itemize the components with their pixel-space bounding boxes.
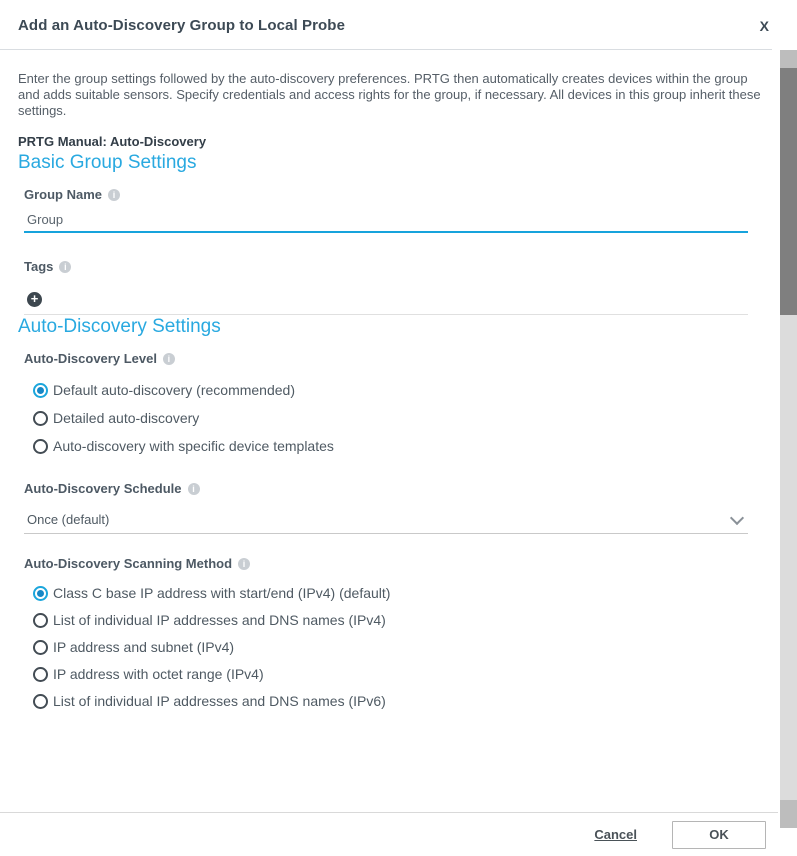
header-divider [0,49,772,50]
radio-option[interactable] [33,666,748,682]
radio-button[interactable] [33,613,48,628]
radio-option[interactable] [33,438,748,454]
dialog-body [0,71,797,709]
scanning-method-radio-group [33,585,748,709]
auto-discovery-schedule-select[interactable] [24,510,748,534]
intro-text: Enter the group settings followed by the auto-discovery preferences. PRTG then automatically creates devices within the group and adds suitable sensors. Specify credentials and access rights for the group, if necessary. All devices in this group inherit these settings. [18,71,761,118]
ok-button[interactable]: OK [672,821,766,849]
scrollbar-track-bottom[interactable] [780,800,797,828]
auto-discovery-schedule-field [24,481,748,534]
radio-button[interactable] [33,439,48,454]
radio-button[interactable] [33,411,48,426]
radio-option-label: IP address and subnet (IPv4) [53,639,235,655]
manual-link[interactable]: PRTG Manual: Auto-Discovery [18,134,207,149]
info-icon[interactable]: i [59,261,71,273]
radio-option-label: List of individual IP addresses and DNS names (IPv4) [53,612,386,628]
info-icon[interactable]: i [108,189,120,201]
scrollbar[interactable] [780,50,797,828]
section-heading-auto-discovery-settings: Auto-Discovery Settings [18,316,221,337]
auto-discovery-level-radio-group [33,382,748,454]
schedule-selected-value: Once (default) [27,512,110,527]
auto-discovery-level-field [24,351,748,454]
chevron-down-icon [730,510,744,524]
auto-discovery-level-label: Auto-Discovery Level [24,351,157,366]
radio-option[interactable] [33,382,748,398]
info-icon[interactable]: i [163,353,175,365]
group-name-field [24,187,748,233]
radio-option[interactable] [33,693,748,709]
radio-option-label: List of individual IP addresses and DNS names (IPv6) [53,693,386,709]
group-name-input[interactable] [24,210,748,233]
radio-button-selected[interactable] [33,586,48,601]
auto-discovery-scanning-method-field [24,556,748,709]
cancel-button[interactable]: Cancel [594,827,637,842]
auto-discovery-scanning-method-label: Auto-Discovery Scanning Method [24,556,233,571]
radio-button[interactable] [33,640,48,655]
add-tag-icon[interactable]: + [27,292,42,307]
radio-option-label: Detailed auto-discovery [53,410,200,426]
info-icon[interactable]: i [238,558,250,570]
tags-field [24,259,748,315]
auto-discovery-schedule-label: Auto-Discovery Schedule [24,481,182,496]
scrollbar-thumb[interactable] [780,68,797,315]
radio-button[interactable] [33,667,48,682]
radio-option-label: Auto-discovery with specific device templates [53,438,334,454]
dialog-title: Add an Auto-Discovery Group to Local Probe [18,17,346,34]
radio-option[interactable] [33,612,748,628]
radio-option[interactable] [33,639,748,655]
scrollbar-track-top[interactable] [780,50,797,68]
radio-option[interactable] [33,585,748,601]
radio-option-label: IP address with octet range (IPv4) [53,666,264,682]
group-name-label: Group Name [24,187,103,202]
section-heading-basic-group-settings: Basic Group Settings [18,152,197,173]
radio-button-selected[interactable] [33,383,48,398]
radio-button[interactable] [33,694,48,709]
info-icon[interactable]: i [188,483,200,495]
dialog-header [0,0,797,40]
close-icon[interactable]: X [760,18,779,34]
tags-label: Tags [24,259,54,274]
radio-option[interactable] [33,410,748,426]
radio-option-label: Default auto-discovery (recommended) [53,382,295,398]
dialog-footer [0,812,778,856]
radio-option-label: Class C base IP address with start/end (IPv4) (default) [53,585,391,601]
